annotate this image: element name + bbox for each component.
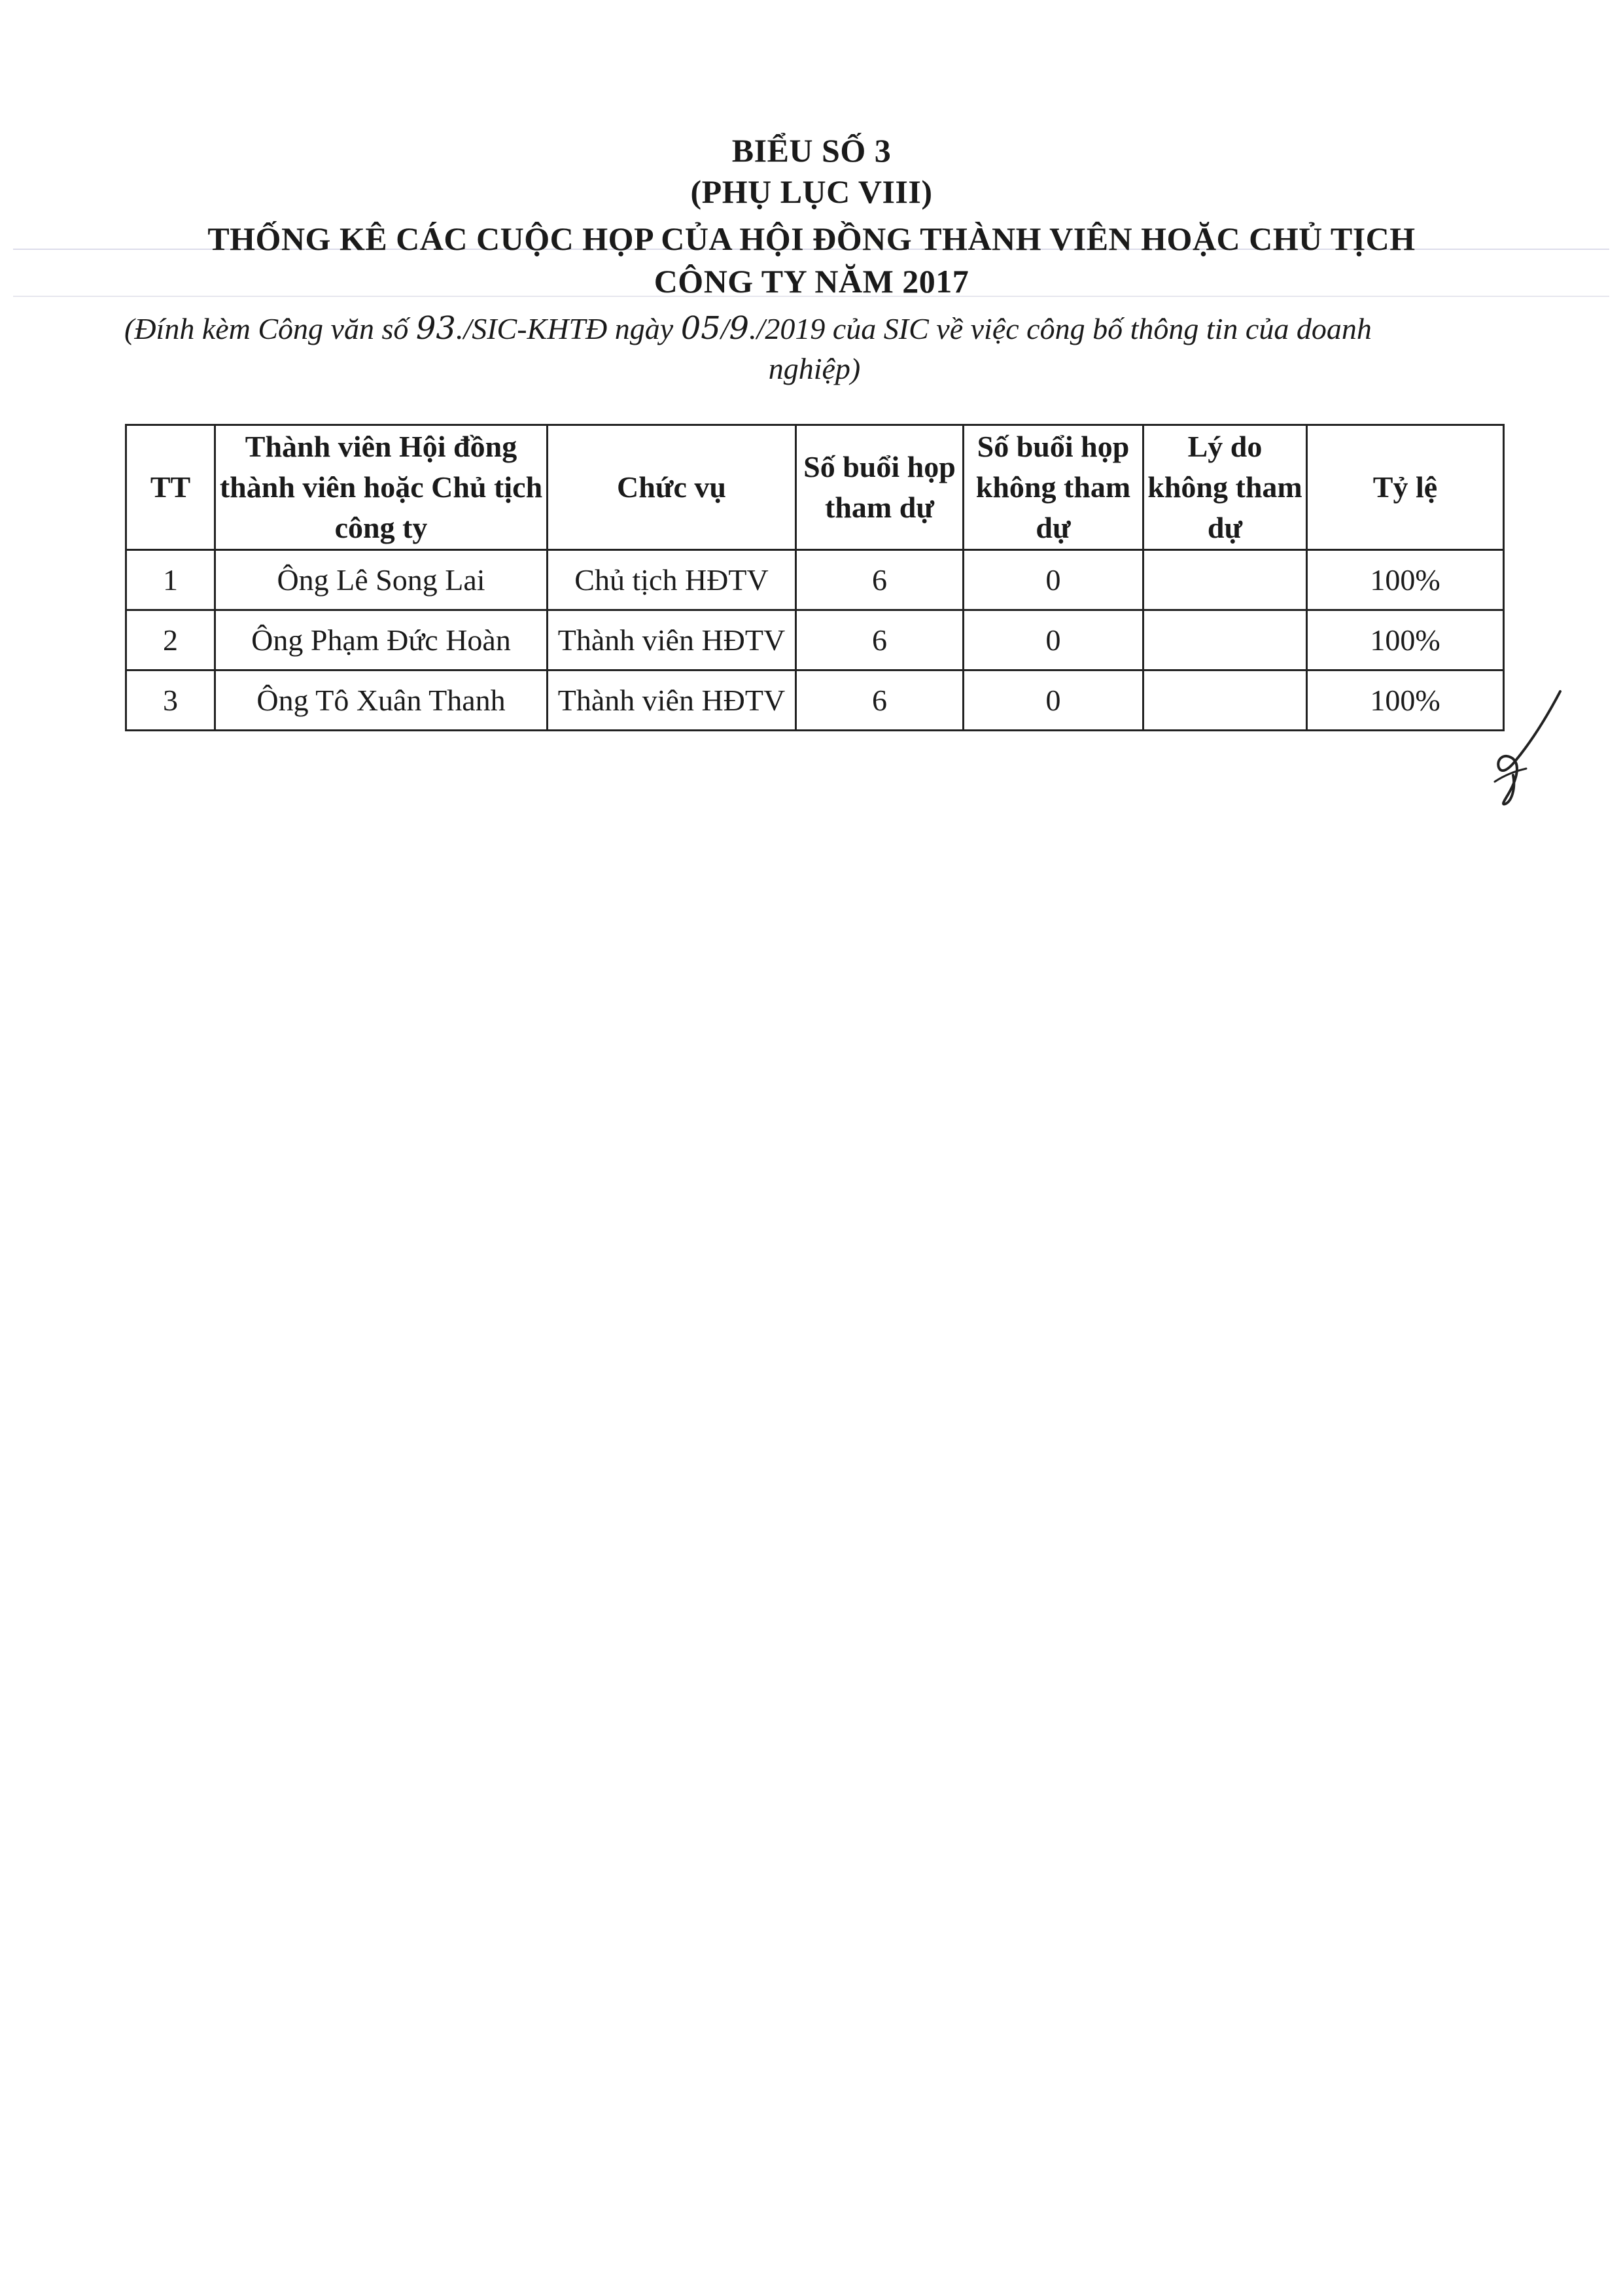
table-header-row <box>126 425 1504 550</box>
cell-rate: 100% <box>1307 610 1504 670</box>
cell-tt: 1 <box>126 550 215 610</box>
handwritten-date-day: 05 <box>680 310 721 347</box>
cell-reason <box>1143 670 1307 731</box>
cell-member: Ông Lê Song Lai <box>215 550 548 610</box>
header-absent: Số buổi họp không tham dự <box>964 425 1143 550</box>
attachment-note-line2: nghiệp) <box>768 352 861 385</box>
meeting-stats-table <box>125 424 1505 731</box>
initial-signature-mark <box>1475 690 1567 808</box>
cell-position: Thành viên HĐTV <box>548 610 796 670</box>
cell-attended: 6 <box>796 610 964 670</box>
cell-position: Chủ tịch HĐTV <box>548 550 796 610</box>
header-rate: Tỷ lệ <box>1307 425 1504 550</box>
table-row <box>126 610 1504 670</box>
table-row <box>126 550 1504 610</box>
attachment-note <box>124 310 1505 347</box>
cell-member: Ông Phạm Đức Hoàn <box>215 610 548 670</box>
cell-tt: 2 <box>126 610 215 670</box>
handwritten-doc-number: 93 <box>415 310 456 347</box>
main-title-line1: THỐNG KÊ CÁC CUỘC HỌP CỦA HỘI ĐỒNG THÀNH VIÊN HOẶC CHỦ TỊCH <box>207 220 1416 257</box>
cell-rate: 100% <box>1307 670 1504 731</box>
cell-reason <box>1143 610 1307 670</box>
date-separator: / <box>720 312 729 345</box>
header-tt: TT <box>126 425 215 550</box>
appendix-title: (PHỤ LỤC VIII) <box>690 173 933 210</box>
attachment-note-prefix: (Đính kèm Công văn số <box>124 312 416 345</box>
cell-absent: 0 <box>964 670 1143 731</box>
cell-tt: 3 <box>126 670 215 731</box>
header-attended: Số buổi họp tham dự <box>796 425 964 550</box>
cell-attended: 6 <box>796 550 964 610</box>
header-member: Thành viên Hội đồng thành viên hoặc Chủ tịch công ty <box>215 425 548 550</box>
attachment-note-mid: ./SIC-KHTĐ ngày <box>455 312 681 345</box>
cell-rate: 100% <box>1307 550 1504 610</box>
cell-absent: 0 <box>964 550 1143 610</box>
main-title-line2: CÔNG TY NĂM 2017 <box>654 263 969 300</box>
table-row <box>126 670 1504 731</box>
form-number-title: BIỂU SỐ 3 <box>731 132 892 169</box>
header-position: Chức vụ <box>548 425 796 550</box>
header-reason: Lý do không tham dự <box>1143 425 1307 550</box>
attachment-note-suffix: ./2019 của SIC về việc công bố thông tin của doanh <box>749 312 1372 345</box>
cell-position: Thành viên HĐTV <box>548 670 796 731</box>
cell-absent: 0 <box>964 610 1143 670</box>
cell-reason <box>1143 550 1307 610</box>
cell-member: Ông Tô Xuân Thanh <box>215 670 548 731</box>
handwritten-date-month: 9 <box>729 310 750 347</box>
cell-attended: 6 <box>796 670 964 731</box>
